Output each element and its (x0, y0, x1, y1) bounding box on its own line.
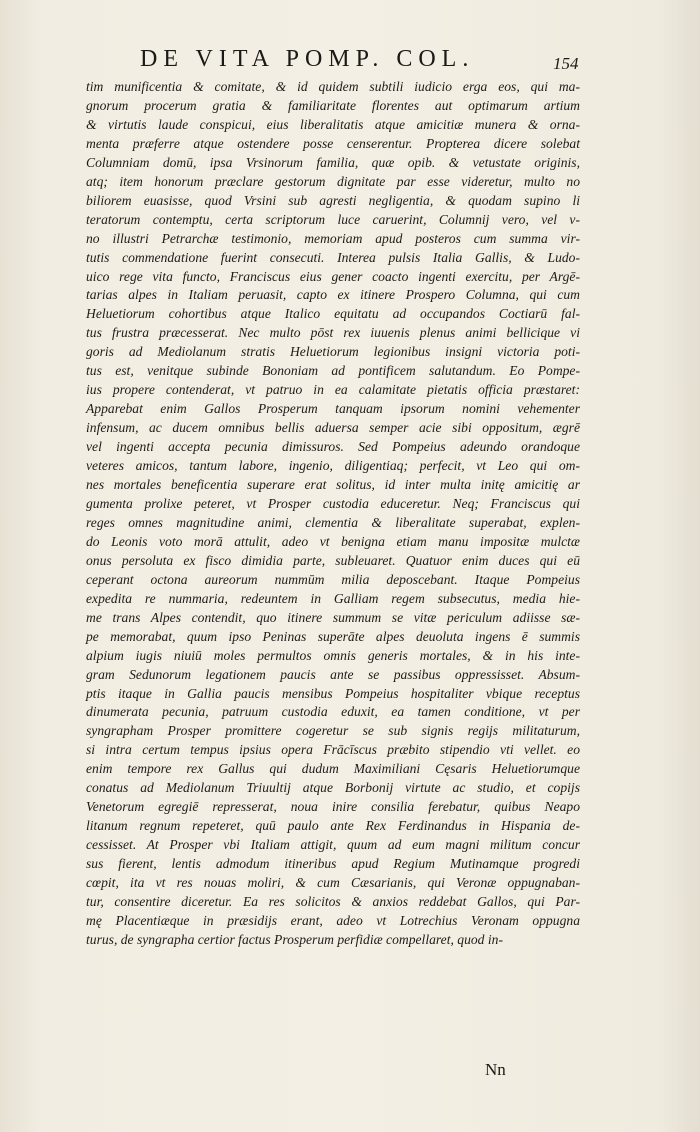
text-line: veteres amicos, tantum labore, ingenio, diligentiaq; perfecit, vt Leo qui om- (86, 458, 580, 474)
signature-mark: Nn (485, 1060, 506, 1079)
text-line: tutis commendatione fuerint consecuti. Interea pulsis Italia Gallis, & Ludo- (86, 249, 580, 265)
text-line: nes mortales beneficentia superare erat solitus, id inter multa initę amicitię ar (86, 477, 580, 493)
text-line: & virtutis laude conspicui, eius liberalitatis atque amicitiæ munera & orna- (86, 116, 580, 132)
text-line: goris ad Mediolanum stratis Heluetiorum legionibus insigni victoria poti- (86, 344, 580, 360)
text-line: tus frustra præcesserat. Nec multo pōst rex iuuenis plenus animi bellicique vi (86, 325, 580, 341)
text-line: ius propere contenderat, vt patruo in ea calamitate pietatis officia præstaret: (86, 382, 580, 398)
text-line: sus fierent, lentis admodum itineribus apud Regium Mutinamque progredi (86, 856, 580, 872)
text-line: reges omnes magnitudine animi, clementia & liberalitate superabat, explen- (86, 514, 580, 530)
text-line: cœpit, ita vt res nouas moliri, & cum Cæsarianis, qui Veronæ oppugnaban- (86, 875, 580, 891)
text-line: syngrapham Prosper promittere cogeretur se sub signis regijs militaturum, (86, 723, 580, 739)
text-line: cessisset. At Prosper vbi Italiam attigit, quum ad eum magni militum concur (86, 837, 580, 853)
text-line: Apparebat enim Gallos Prosperum tanquam ipsorum nomini vehementer (86, 401, 580, 417)
text-line: si intra certum tempus ipsius opera Frācīscus præbito stipendio vti vellet. eo (86, 742, 580, 758)
text-line: gram Sedunorum legationem paucis ante se passibus oppressisset. Absum- (86, 666, 580, 682)
text-line: conatus ad Mediolanum Triuultij atque Borbonij virtute ac studio, et copijs (86, 780, 580, 796)
text-line: litanum regnum repeteret, quū paulo ante Rex Ferdinandus in Hispania de- (86, 818, 580, 834)
text-line: ptis itaque in Gallia paucis mensibus Pompeius hospitaliter vbique receptus (86, 685, 580, 701)
text-line: tarias alpes in Italiam peruasit, capto ex itinere Prospero Columna, qui cum (86, 287, 580, 303)
text-line: alpium iugis niuiū moles permultos omnis generis mortales, & in his inte- (86, 647, 580, 663)
text-line: expedita re nummaria, redeuntem in Galliam regem subsecutus, media hie- (86, 590, 580, 606)
text-line: Columniam domū, ipsa Vrsinorum familia, quæ opib. & vetustate originis, (86, 154, 580, 170)
text-line: Venetorum egregiē represserat, noua inire consilia ferebatur, quibus Neapo (86, 799, 580, 815)
page-number: 154 (553, 54, 579, 73)
text-line: gnorum procerum gratia & familiaritate florentes aut optimarum artium (86, 97, 580, 113)
text-line: tus est, venitque subinde Bononiam ad pontificem salutandum. Eo Pompe- (86, 363, 580, 379)
text-line: atq; item honorum præclare gestorum dignitate par esse videretur, multo no (86, 173, 580, 189)
running-head: DE VITA POMP. COL. (140, 46, 475, 72)
text-line: enim tempore rex Gallus qui dudum Maximiliani Cęsaris Heluetiorumque (86, 761, 580, 777)
text-line: tur, consentire diceretur. Ea res solicitos & anxios reddebat Gallos, qui Par- (86, 893, 580, 909)
text-line: menta præferre atque ostendere posse censerentur. Propterea dicere solebat (86, 135, 580, 151)
text-line: me trans Alpes contendit, quo itinere summum se vitæ periculum adiisse sæ- (86, 609, 580, 625)
text-line: mę Placentiæque in præsidijs erant, adeo vt Lotrechius Veronam oppugna (86, 912, 580, 928)
text-line: Heluetiorum cohortibus atque Italico equitatu ad occupandos Coctiarū fal- (86, 306, 580, 322)
text-line: teratorum contemptu, certa scriptorum luce caruerint, Columnij vero, vel v- (86, 211, 580, 227)
text-line: dinumerata pecunia, patruum custodia eduxit, ea tamen conditione, vt per (86, 704, 580, 720)
text-line: no illustri Petrarchæ testimonio, memoriam apud posteros cum summa vir- (86, 230, 580, 246)
text-line: uico rege vita functo, Franciscus eius gener coacto ingenti exercitu, per Argē- (86, 268, 580, 284)
text-line: ceperant octona aureorum nummūm milia deposcebant. Itaque Pompeius (86, 571, 580, 587)
text-line: biliorem euasisse, quod Vrsini sub agresti negligentia, & quodam supino li (86, 192, 580, 208)
text-line: turus, de syngrapha certior factus Prosperum perfidiæ compellaret, quod in- (86, 931, 503, 947)
text-line: gumenta prolixe peteret, vt Prosper custodia educeretur. Neq; Franciscus qui (86, 495, 580, 511)
text-line: onus persoluta ex fisco dimidia parte, subleuaret. Quatuor enim duces qui eū (86, 552, 580, 568)
text-line: tim munificentia & comitate, & id quidem subtili iudicio erga eos, qui ma- (86, 79, 580, 94)
body-text (86, 78, 580, 950)
text-line: pe memorabat, quum ipso Peninas superāte alpes deuoluta ingens ē summis (86, 628, 580, 644)
text-line: infensum, ac ducem omnibus bellis aduersa semper acie sibi oppositum, ægrē (86, 420, 580, 436)
text-line: vel ingenti accepta pecunia dimissuros. Sed Pompeius adeundo orandoque (86, 439, 580, 455)
text-line: do Leonis voto morā attulit, adeo vt benigna etiam manu impositæ mulctæ (86, 533, 580, 549)
